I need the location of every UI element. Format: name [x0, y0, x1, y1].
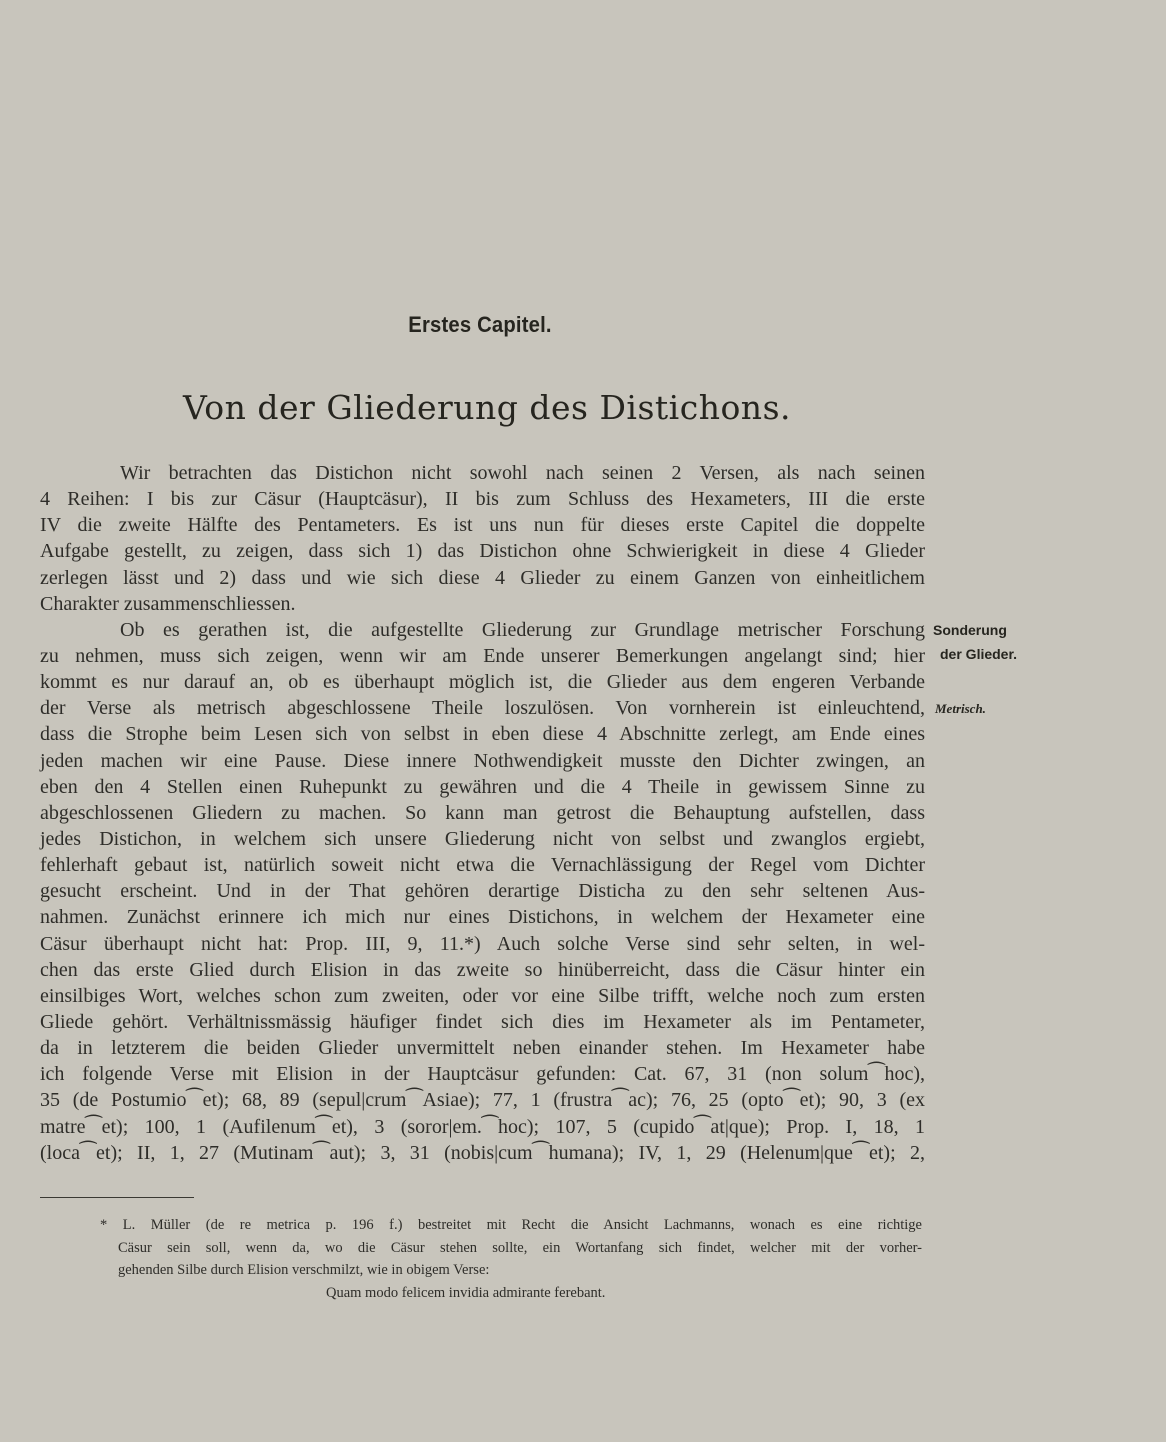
- text-line: Charakter zusammenschliessen.: [40, 592, 296, 615]
- footnote-quote: Quam modo felicem invidia admirante ferebant.: [326, 1284, 606, 1301]
- chapter-title: Von der Gliederung des Distichons.: [182, 388, 791, 427]
- chapter-label: Erstes Capitel.: [408, 312, 552, 337]
- text-line: zu nehmen, muss sich zeigen, wenn wir am Ende unserer Bemerkungen angelangt sind; hier: [40, 644, 925, 667]
- margin-note-metrisch: Metrisch.: [935, 701, 986, 716]
- text-line: nahmen. Zunächst erinnere ich mich nur eines Distichons, in welchem der Hexameter eine: [40, 906, 925, 929]
- text-line: jedes Distichon, in welchem sich unsere Gliederung nicht von selbst und zwanglos ergiebt,: [40, 827, 925, 850]
- text-line: matre⁀et); 100, 1 (Aufilenum⁀et), 3 (soror|em.⁀hoc); 107, 5 (cupido⁀at|que); Prop. I, 18, 1: [40, 1115, 925, 1138]
- text-line: Cäsur überhaupt nicht hat: Prop. III, 9, 11.*) Auch solche Verse sind sehr selten, in wel-: [40, 932, 925, 955]
- text-line: IV die zweite Hälfte des Pentameters. Es ist uns nun für dieses erste Capitel die doppelte: [40, 514, 925, 537]
- text-line: einsilbiges Wort, welches schon zum zweiten, oder vor eine Silbe trifft, welche noch zum ersten: [40, 984, 925, 1007]
- footnote-line: * L. Müller (de re metrica p. 196 f.) bestreitet mit Recht die Ansicht Lachmanns, wonach es eine richtige: [100, 1217, 922, 1233]
- margin-note-der-glieder: der Glieder.: [940, 646, 1018, 662]
- text-line: jeden machen wir eine Pause. Diese innere Nothwendigkeit musste den Dichter zwingen, an: [40, 749, 925, 772]
- body-text: [40, 460, 925, 1166]
- margin-note-sonderung: Sonderung: [933, 622, 1007, 638]
- text-line: abgeschlossenen Gliedern zu machen. So kann man getrost die Behauptung aufstellen, dass: [40, 801, 925, 824]
- text-line: gesucht erscheint. Und in der That gehören derartige Disticha zu den sehr seltenen Aus-: [40, 880, 925, 903]
- text-line: Wir betrachten das Distichon nicht sowohl nach seinen 2 Versen, als nach seinen: [120, 462, 925, 484]
- text-line: dass die Strophe beim Lesen sich von selbst in eben diese 4 Abschnitte zerlegt, am Ende eines: [40, 723, 925, 746]
- text-line: eben den 4 Stellen einen Ruhepunkt zu gewähren und die 4 Theile in gewissem Sinne zu: [40, 775, 925, 798]
- footnote-line: gehenden Silbe durch Elision verschmilzt, wie in obigem Verse:: [118, 1262, 490, 1278]
- text-line: fehlerhaft gebaut ist, natürlich soweit nicht etwa die Vernachlässigung der Regel vom Dichter: [40, 854, 925, 877]
- text-line: der Verse als metrisch abgeschlossene Theile loszulösen. Von vornherein ist einleuchtend,: [40, 697, 925, 720]
- footnote-line: Cäsur sein soll, wenn da, wo die Cäsur stehen sollte, ein Wortanfang sich findet, welcher mit der vorher-: [118, 1239, 922, 1256]
- footnote: [100, 1214, 922, 1304]
- text-line: Gliede gehört. Verhältnissmässig häufiger findet sich dies im Hexameter als im Pentameter,: [40, 1010, 925, 1033]
- text-line: chen das erste Glied durch Elision in das zweite so hinüberreicht, dass die Cäsur hinter ein: [40, 958, 925, 981]
- text-line: kommt es nur darauf an, ob es überhaupt möglich ist, die Glieder aus dem engeren Verbande: [40, 671, 925, 694]
- text-line: zerlegen lässt und 2) dass und wie sich diese 4 Glieder zu einem Ganzen von einheitlichem: [40, 566, 925, 589]
- text-line: (loca⁀et); II, 1, 27 (Mutinam⁀aut); 3, 31 (nobis|cum⁀humana); IV, 1, 29 (Helenum|que⁀et); 2,: [40, 1141, 925, 1164]
- text-line: Ob es gerathen ist, die aufgestellte Gliederung zur Grundlage metrischer Forschung: [120, 618, 925, 641]
- footnote-divider: [40, 1197, 194, 1198]
- text-line: ich folgende Verse mit Elision in der Hauptcäsur gefunden: Cat. 67, 31 (non solum⁀hoc),: [40, 1063, 925, 1086]
- text-line: da in letzterem die beiden Glieder unvermittelt neben einander stehen. Im Hexameter habe: [40, 1037, 925, 1060]
- text-line: 4 Reihen: I bis zur Cäsur (Hauptcäsur), II bis zum Schluss des Hexameters, III die erste: [40, 488, 925, 511]
- text-line: 35 (de Postumio⁀et); 68, 89 (sepul|crum⁀Asiae); 77, 1 (frustra⁀ac); 76, 25 (opto⁀et); 90, 3 (ex: [40, 1089, 925, 1112]
- text-line: Aufgabe gestellt, zu zeigen, dass sich 1) das Distichon ohne Schwierigkeit in diese 4 Glieder: [40, 540, 925, 563]
